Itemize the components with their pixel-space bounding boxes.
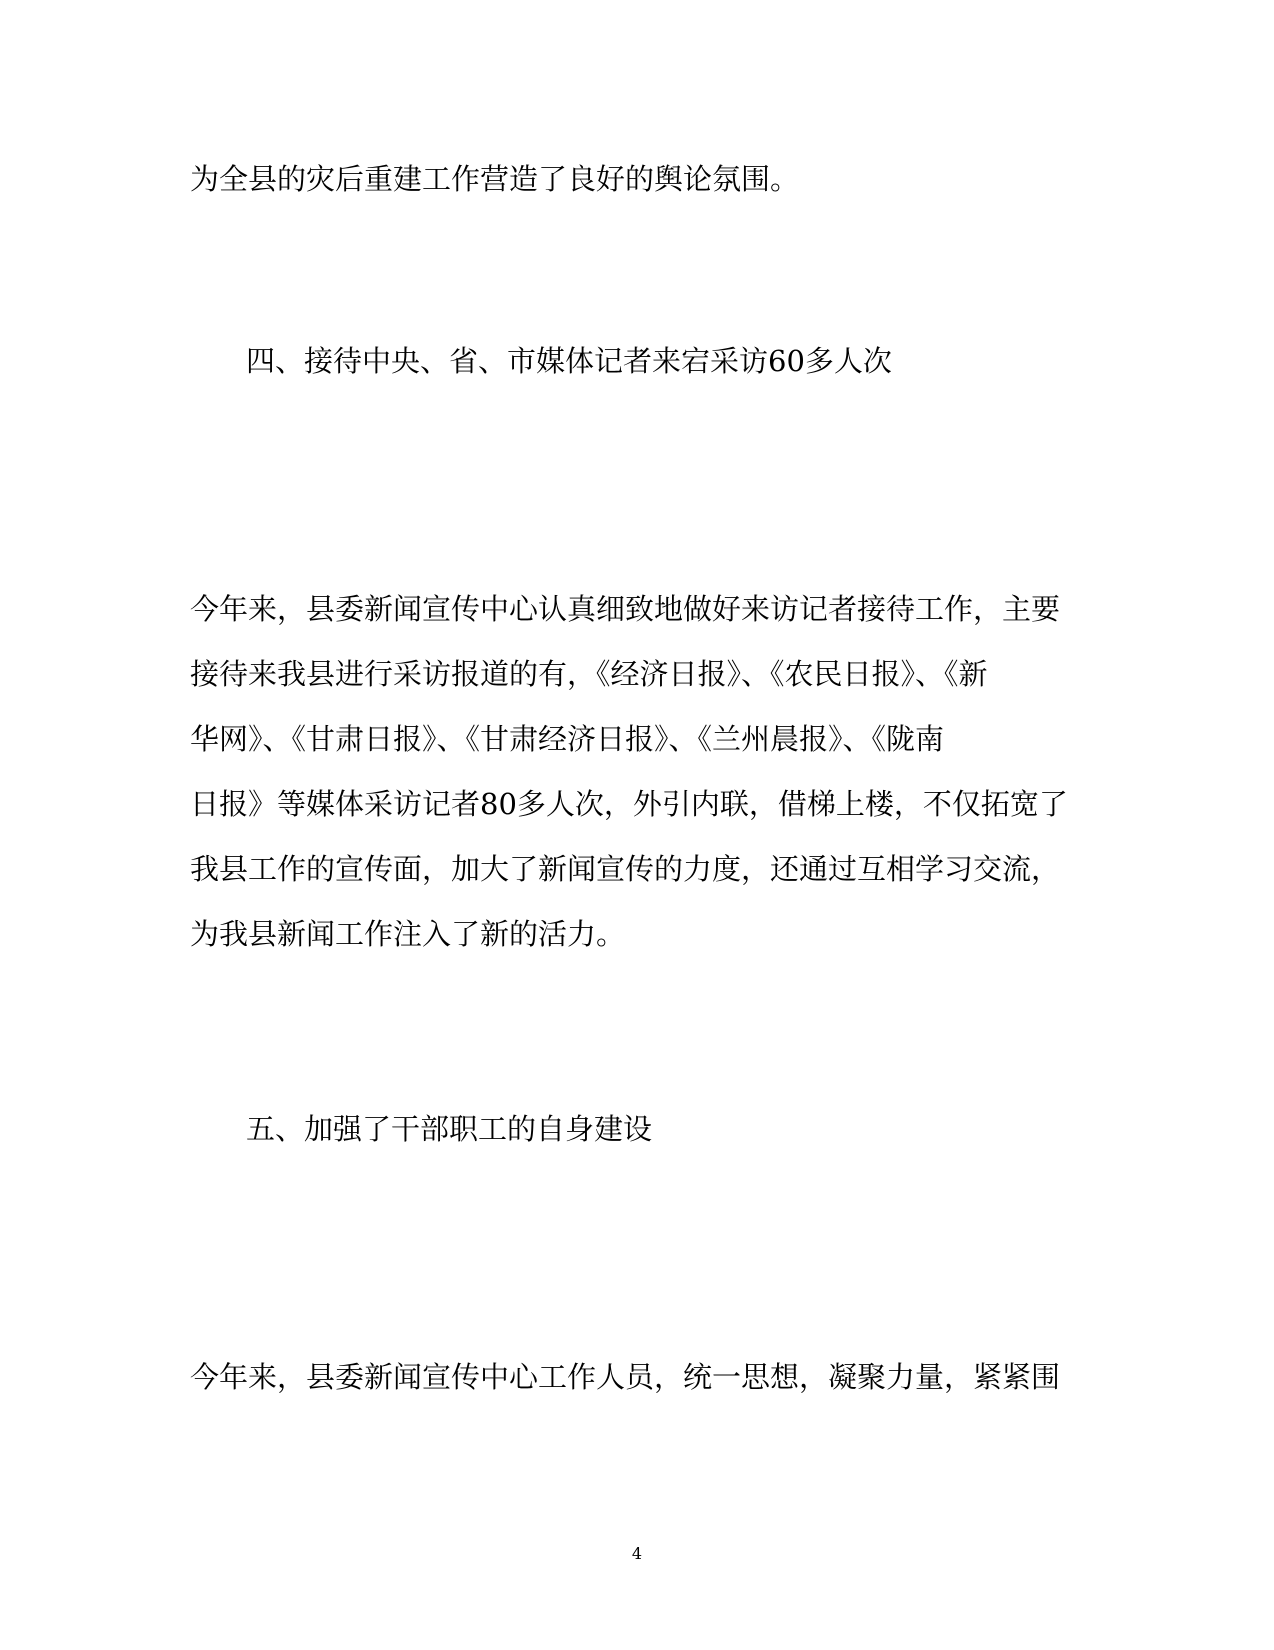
paragraph-line: 为我县新闻工作注入了新的活力。 bbox=[190, 917, 626, 951]
opening-line: 为全县的灾后重建工作营造了良好的舆论氛围。 bbox=[190, 162, 800, 196]
paragraph-section-5-line: 今年来，县委新闻宣传中心工作人员，统一思想，凝聚力量，紧紧围 bbox=[190, 1360, 1061, 1394]
paragraph-line: 华网》、《甘肃日报》、《甘肃经济日报》、《兰州晨报》、《陇南 bbox=[190, 722, 945, 756]
paragraph-line: 日报》等媒体采访记者80多人次，外引内联，借梯上楼，不仅拓宽了 bbox=[190, 787, 1068, 821]
paragraph-line: 我县工作的宣传面，加大了新闻宣传的力度，还通过互相学习交流， bbox=[190, 852, 1061, 886]
paragraph-line: 接待来我县进行采访报道的有，《经济日报》、《农民日报》、《新 bbox=[190, 657, 988, 691]
section-heading-5: 五、加强了干部职工的自身建设 bbox=[246, 1112, 653, 1146]
page-number: 4 bbox=[631, 1544, 643, 1563]
section-heading-4: 四、接待中央、省、市媒体记者来宕采访60多人次 bbox=[246, 344, 892, 378]
paragraph-section-4 bbox=[190, 592, 1068, 982]
paragraph-line: 今年来，县委新闻宣传中心认真细致地做好来访记者接待工作，主要 bbox=[190, 592, 1061, 626]
